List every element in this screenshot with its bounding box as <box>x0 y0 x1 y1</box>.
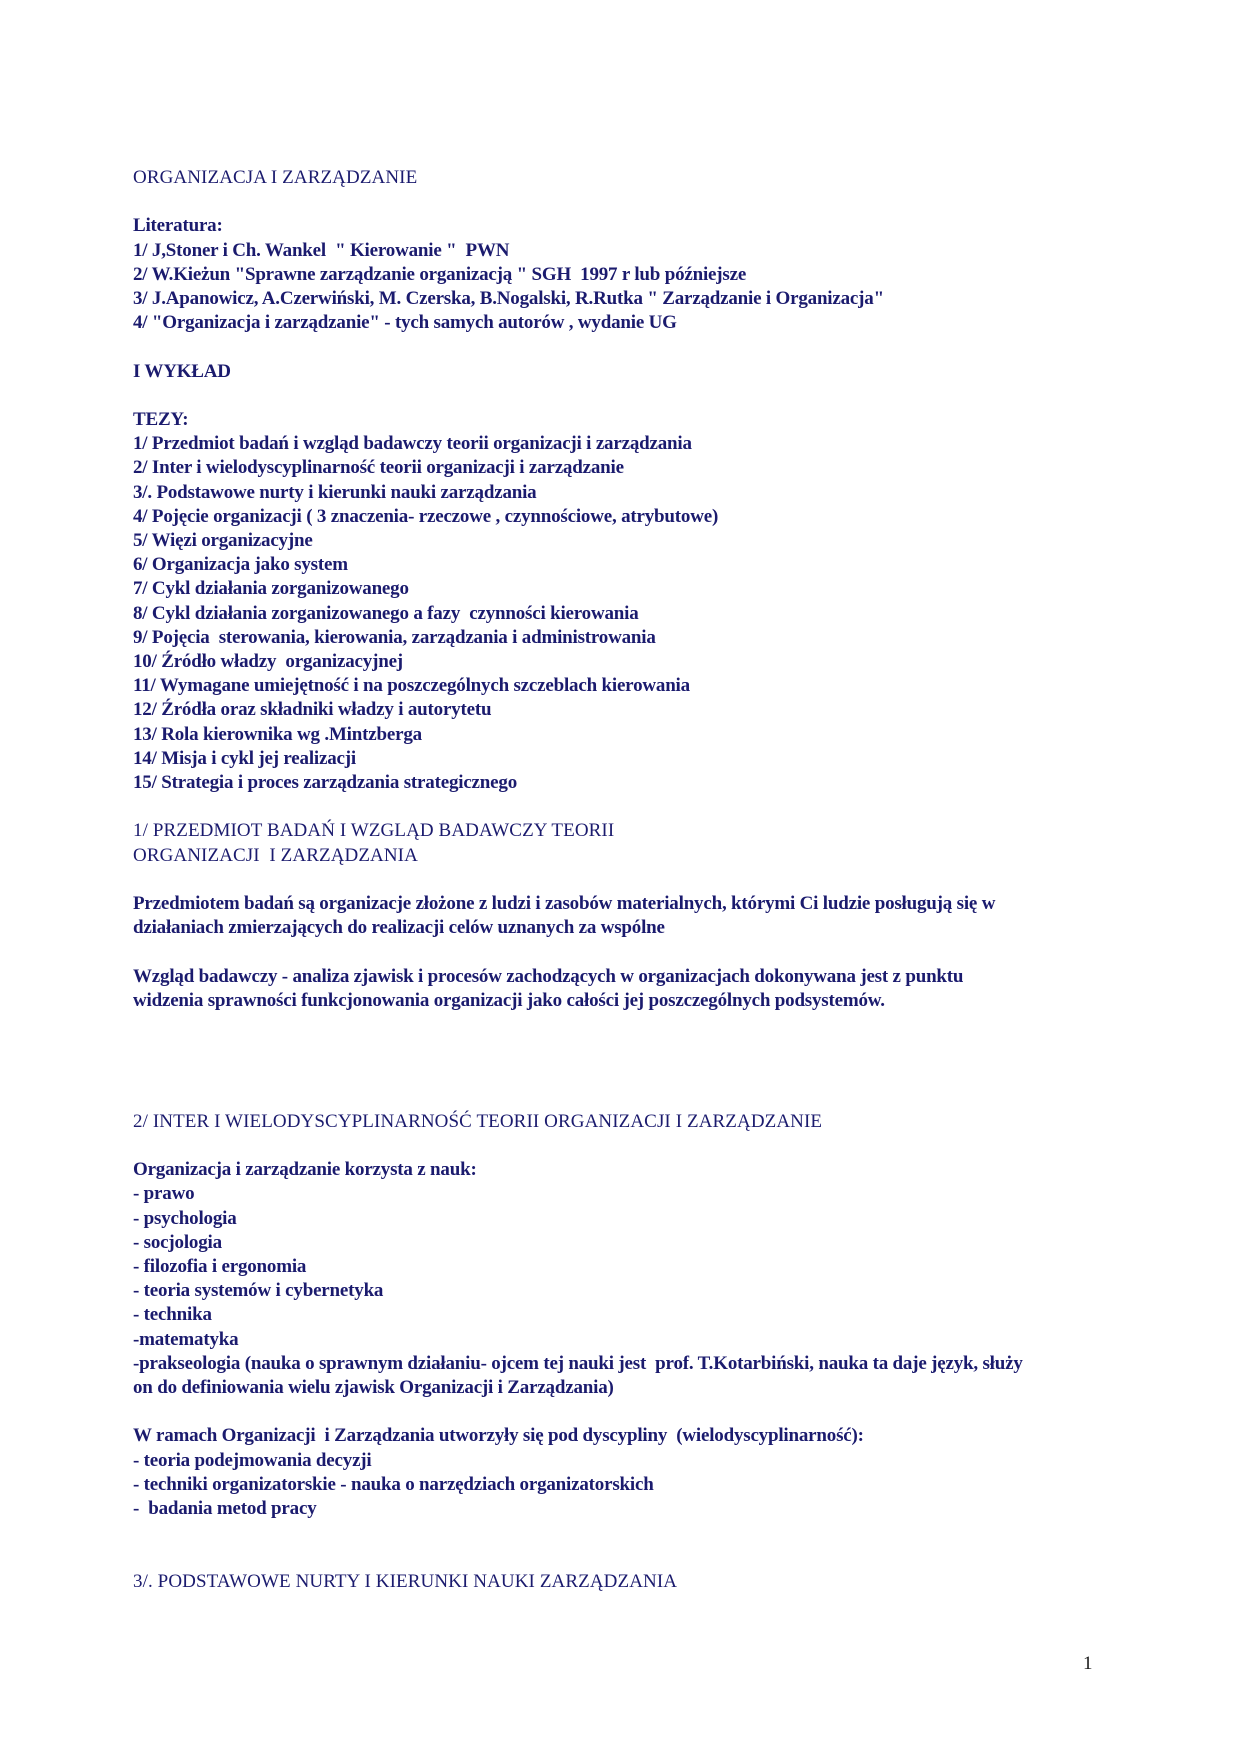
document-body <box>133 166 1150 1594</box>
theses-list-line: 10/ Źródło władzy organizacyjnej <box>133 651 403 673</box>
line-gap <box>133 1400 1150 1424</box>
line-gap <box>133 335 1150 359</box>
section-1-heading-line: 1/ PRZEDMIOT BADAŃ I WZGLĄD BADAWCZY TEORII <box>133 820 615 842</box>
sciences-list-line: on do definiowania wielu zjawisk Organizacji i Zarządzania) <box>133 1377 614 1399</box>
subdisciplines-list-line: W ramach Organizacji i Zarządzania utworzyły się pod dyscypliny (wielodyscyplinarność): <box>133 1425 864 1447</box>
page-number: 1 <box>1083 1653 1093 1674</box>
sciences-list-line: - filozofia i ergonomia <box>133 1256 307 1278</box>
title-line: ORGANIZACJA I ZARZĄDZANIE <box>133 167 418 188</box>
section-1-paragraph-line: widzenia sprawności funkcjonowania organizacji jako całości jej poszczególnych podsystemów. <box>133 989 885 1011</box>
section-1-heading-line: ORGANIZACJI I ZARZĄDZANIA <box>133 844 418 866</box>
section-2-heading-line: 2/ INTER I WIELODYSCYPLINARNOŚĆ TEORII ORGANIZACJI I ZARZĄDZANIE <box>133 1110 823 1132</box>
section-3-heading-line: 3/. PODSTAWOWE NURTY I KIERUNKI NAUKI ZARZĄDZANIA <box>133 1570 678 1592</box>
sciences-list-line: - technika <box>133 1304 212 1326</box>
section-1-paragraph-line: Wzgląd badawczy - analiza zjawisk i procesów zachodzących w organizacjach dokonywana jest z punktu <box>133 965 964 987</box>
lecture-heading-line: I WYKŁAD <box>133 360 231 382</box>
subdisciplines-list-line: - teoria podejmowania decyzji <box>133 1449 372 1471</box>
theses-list-line: 8/ Cykl działania zorganizowanego a fazy czynności kierowania <box>133 602 639 624</box>
line-gap <box>133 190 1150 214</box>
line-gap <box>133 940 1150 964</box>
theses-list-line: 5/ Więzi organizacyjne <box>133 530 313 551</box>
sciences-list-line: -prakseologia (nauka o sprawnym działaniu- ojcem tej nauki jest prof. T.Kotarbiński, nauka ta daje język, służy <box>133 1352 1023 1374</box>
literature-list-line: 4/ "Organizacja i zarządzanie" - tych samych autorów , wydanie UG <box>133 312 677 334</box>
line-gap <box>133 868 1150 892</box>
section-1-paragraph-line: Przedmiotem badań są organizacje złożone z ludzi i zasobów materialnych, którymi Ci ludzie posługują się w <box>133 893 996 915</box>
line-gap <box>133 1013 1150 1110</box>
line-gap <box>133 1134 1150 1158</box>
section-1-paragraph-line: działaniach zmierzających do realizacji celów uznanych za wspólne <box>133 917 665 939</box>
line-gap <box>133 795 1150 819</box>
theses-list-line: 7/ Cykl działania zorganizowanego <box>133 578 409 600</box>
subdisciplines-list-line: - badania metod pracy <box>133 1498 317 1520</box>
theses-list-line: TEZY: <box>133 408 189 430</box>
theses-list-line: 11/ Wymagane umiejętność i na poszczególnych szczeblach kierowania <box>133 675 690 697</box>
subdisciplines-list-line: - techniki organizatorskie - nauka o narzędziach organizatorskich <box>133 1473 654 1495</box>
theses-list-line: 12/ Źródła oraz składniki władzy i autorytetu <box>133 699 492 721</box>
theses-list-line: 13/ Rola kierownika wg .Mintzberga <box>133 723 422 745</box>
literature-list-line: 3/ J.Apanowicz, A.Czerwiński, M. Czerska, B.Nogalski, R.Rutka " Zarządzanie i Organizacja" <box>133 288 884 309</box>
line-gap <box>133 1521 1150 1569</box>
theses-list-line: 6/ Organizacja jako system <box>133 554 348 576</box>
line-gap <box>133 384 1150 408</box>
theses-list-line: 14/ Misja i cykl jej realizacji <box>133 747 356 769</box>
theses-list-line: 15/ Strategia i proces zarządzania strategicznego <box>133 772 517 794</box>
sciences-list-line: - socjologia <box>133 1231 222 1253</box>
sciences-list-line: -matematyka <box>133 1328 239 1350</box>
sciences-list-line: - teoria systemów i cybernetyka <box>133 1280 384 1302</box>
theses-list-line: 1/ Przedmiot badań i wzgląd badawczy teorii organizacji i zarządzania <box>133 433 692 455</box>
theses-list-line: 2/ Inter i wielodyscyplinarność teorii organizacji i zarządzanie <box>133 457 624 479</box>
literature-list-line: 1/ J,Stoner i Ch. Wankel " Kierowanie " PWN <box>133 239 510 261</box>
literature-list-line: 2/ W.Kieżun "Sprawne zarządzanie organizacją " SGH 1997 r lub późniejsze <box>133 263 747 285</box>
literature-list-line: Literatura: <box>133 215 223 237</box>
theses-list-line: 4/ Pojęcie organizacji ( 3 znaczenia- rzeczowe , czynnościowe, atrybutowe) <box>133 505 719 527</box>
theses-list-line: 9/ Pojęcia sterowania, kierowania, zarządzania i administrowania <box>133 626 656 648</box>
sciences-list-line: Organizacja i zarządzanie korzysta z nauk: <box>133 1159 477 1181</box>
theses-list-line: 3/. Podstawowe nurty i kierunki nauki zarządzania <box>133 481 537 503</box>
sciences-list-line: - psychologia <box>133 1207 237 1229</box>
sciences-list-line: - prawo <box>133 1183 195 1205</box>
